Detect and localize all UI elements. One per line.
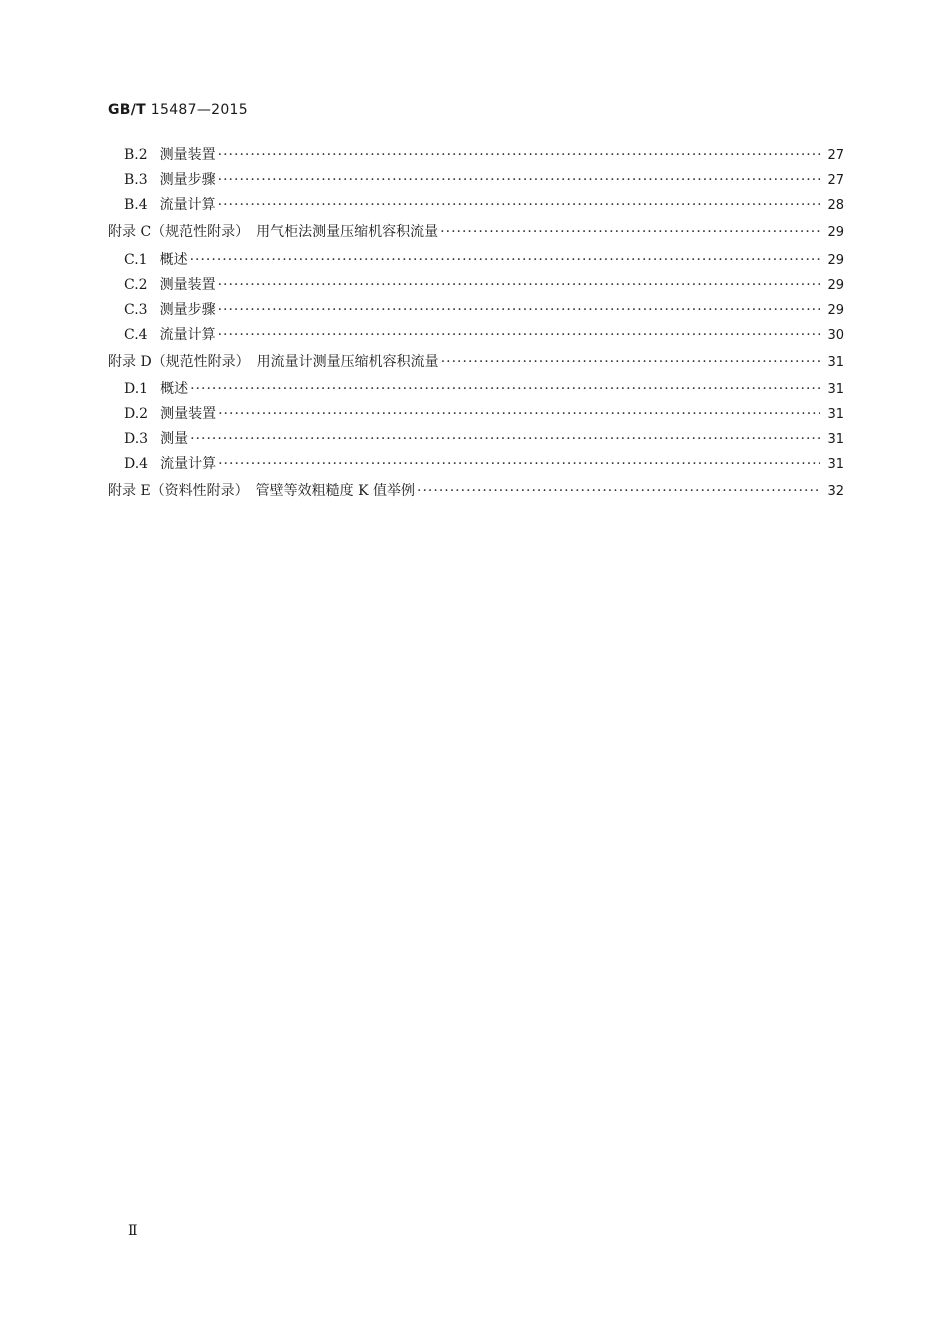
- toc-appendix-label: 附录 E: [108, 483, 151, 499]
- toc-entry-page: 27: [827, 148, 844, 163]
- toc-entry-title: 测量装置: [159, 147, 216, 163]
- dot-leader: [218, 452, 820, 477]
- toc-entry-number: C.4: [124, 326, 148, 343]
- dot-leader: [218, 323, 820, 348]
- toc-entry-appendix-c[interactable]: [108, 218, 844, 248]
- toc-entry-page: 29: [827, 252, 844, 268]
- toc-entry-page: 29: [827, 277, 844, 293]
- toc-entry-title: 测量装置: [160, 406, 217, 422]
- toc-entry-number: C.2: [124, 276, 148, 293]
- toc-appendix-title: （规范性附录） 用流量计测量压缩机容积流量: [151, 353, 439, 370]
- toc-appendix-label: 附录 D: [108, 353, 152, 370]
- toc-entry-page: 29: [827, 302, 844, 318]
- dot-leader: [440, 218, 820, 248]
- toc-entry-title: 测量装置: [159, 276, 216, 293]
- toc-entry-b3[interactable]: [108, 168, 844, 193]
- dot-leader: [218, 298, 820, 323]
- standard-number: 15487—2015: [150, 102, 248, 118]
- toc-entry-d1[interactable]: [108, 377, 844, 402]
- dot-leader: [190, 248, 820, 273]
- standard-code: GB/T: [108, 102, 147, 118]
- toc-entry-page: 31: [827, 432, 844, 447]
- dot-leader: [218, 193, 820, 218]
- toc-entry-c3[interactable]: [108, 298, 844, 323]
- dot-leader: [441, 348, 820, 378]
- toc-entry-number: D.4: [124, 456, 149, 472]
- toc-entry-number: B.4: [124, 197, 148, 213]
- page-number: Ⅱ: [128, 1223, 138, 1239]
- toc-entry-appendix-e[interactable]: [108, 477, 844, 507]
- toc-entry-b2[interactable]: [108, 143, 844, 168]
- toc-entry-page: 30: [827, 327, 844, 343]
- toc-entry-number: C.3: [124, 301, 148, 318]
- toc-appendix-title: （规范性附录） 用气柜法测量压缩机容积流量: [151, 224, 439, 240]
- toc-entry-title: 测量: [160, 431, 189, 447]
- toc-entry-title: 概述: [160, 381, 189, 397]
- toc-entry-page: 31: [827, 354, 844, 370]
- toc-entry-c4[interactable]: [108, 323, 844, 348]
- toc-entry-page: 27: [827, 173, 844, 188]
- toc-entry-number: D.3: [124, 431, 149, 447]
- toc-entry-c2[interactable]: [108, 273, 844, 298]
- toc-entry-title: 流量计算: [160, 456, 217, 472]
- toc-entry-number: D.2: [124, 406, 149, 422]
- toc-entry-title: 流量计算: [159, 326, 216, 343]
- document-header: [108, 102, 248, 118]
- toc-entry-number: B.2: [124, 147, 148, 163]
- dot-leader: [218, 402, 820, 427]
- toc-entry-number: C.1: [124, 251, 148, 268]
- toc-entry-title: 概述: [159, 251, 188, 268]
- toc-appendix-label: 附录 C: [108, 224, 152, 240]
- toc-entry-page: 31: [827, 382, 844, 397]
- toc-appendix-title: （资料性附录） 管壁等效粗糙度 K 值举例: [150, 483, 416, 499]
- toc-entry-page: 31: [827, 407, 844, 422]
- dot-leader: [417, 477, 820, 507]
- toc-entry-page: 32: [827, 484, 844, 499]
- dot-leader: [218, 273, 820, 298]
- toc-entry-page: 28: [827, 198, 844, 213]
- toc-entry-number: D.1: [124, 381, 149, 397]
- toc-entry-c1[interactable]: [108, 248, 844, 273]
- toc-entry-d2[interactable]: [108, 402, 844, 427]
- toc-entry-page: 31: [827, 457, 844, 472]
- toc-entry-d4[interactable]: [108, 452, 844, 477]
- toc-entry-b4[interactable]: [108, 193, 844, 218]
- dot-leader: [218, 168, 820, 193]
- toc-entry-page: 29: [827, 225, 844, 240]
- toc-entry-appendix-d[interactable]: [108, 348, 844, 378]
- dot-leader: [218, 143, 820, 168]
- toc-entry-number: B.3: [124, 172, 148, 188]
- dot-leader: [190, 377, 820, 402]
- dot-leader: [190, 427, 820, 452]
- toc-entry-title: 测量步骤: [159, 301, 216, 318]
- toc-entry-title: 测量步骤: [159, 172, 216, 188]
- toc-entry-title: 流量计算: [159, 197, 216, 213]
- toc-entry-d3[interactable]: [108, 427, 844, 452]
- table-of-contents: [108, 143, 844, 507]
